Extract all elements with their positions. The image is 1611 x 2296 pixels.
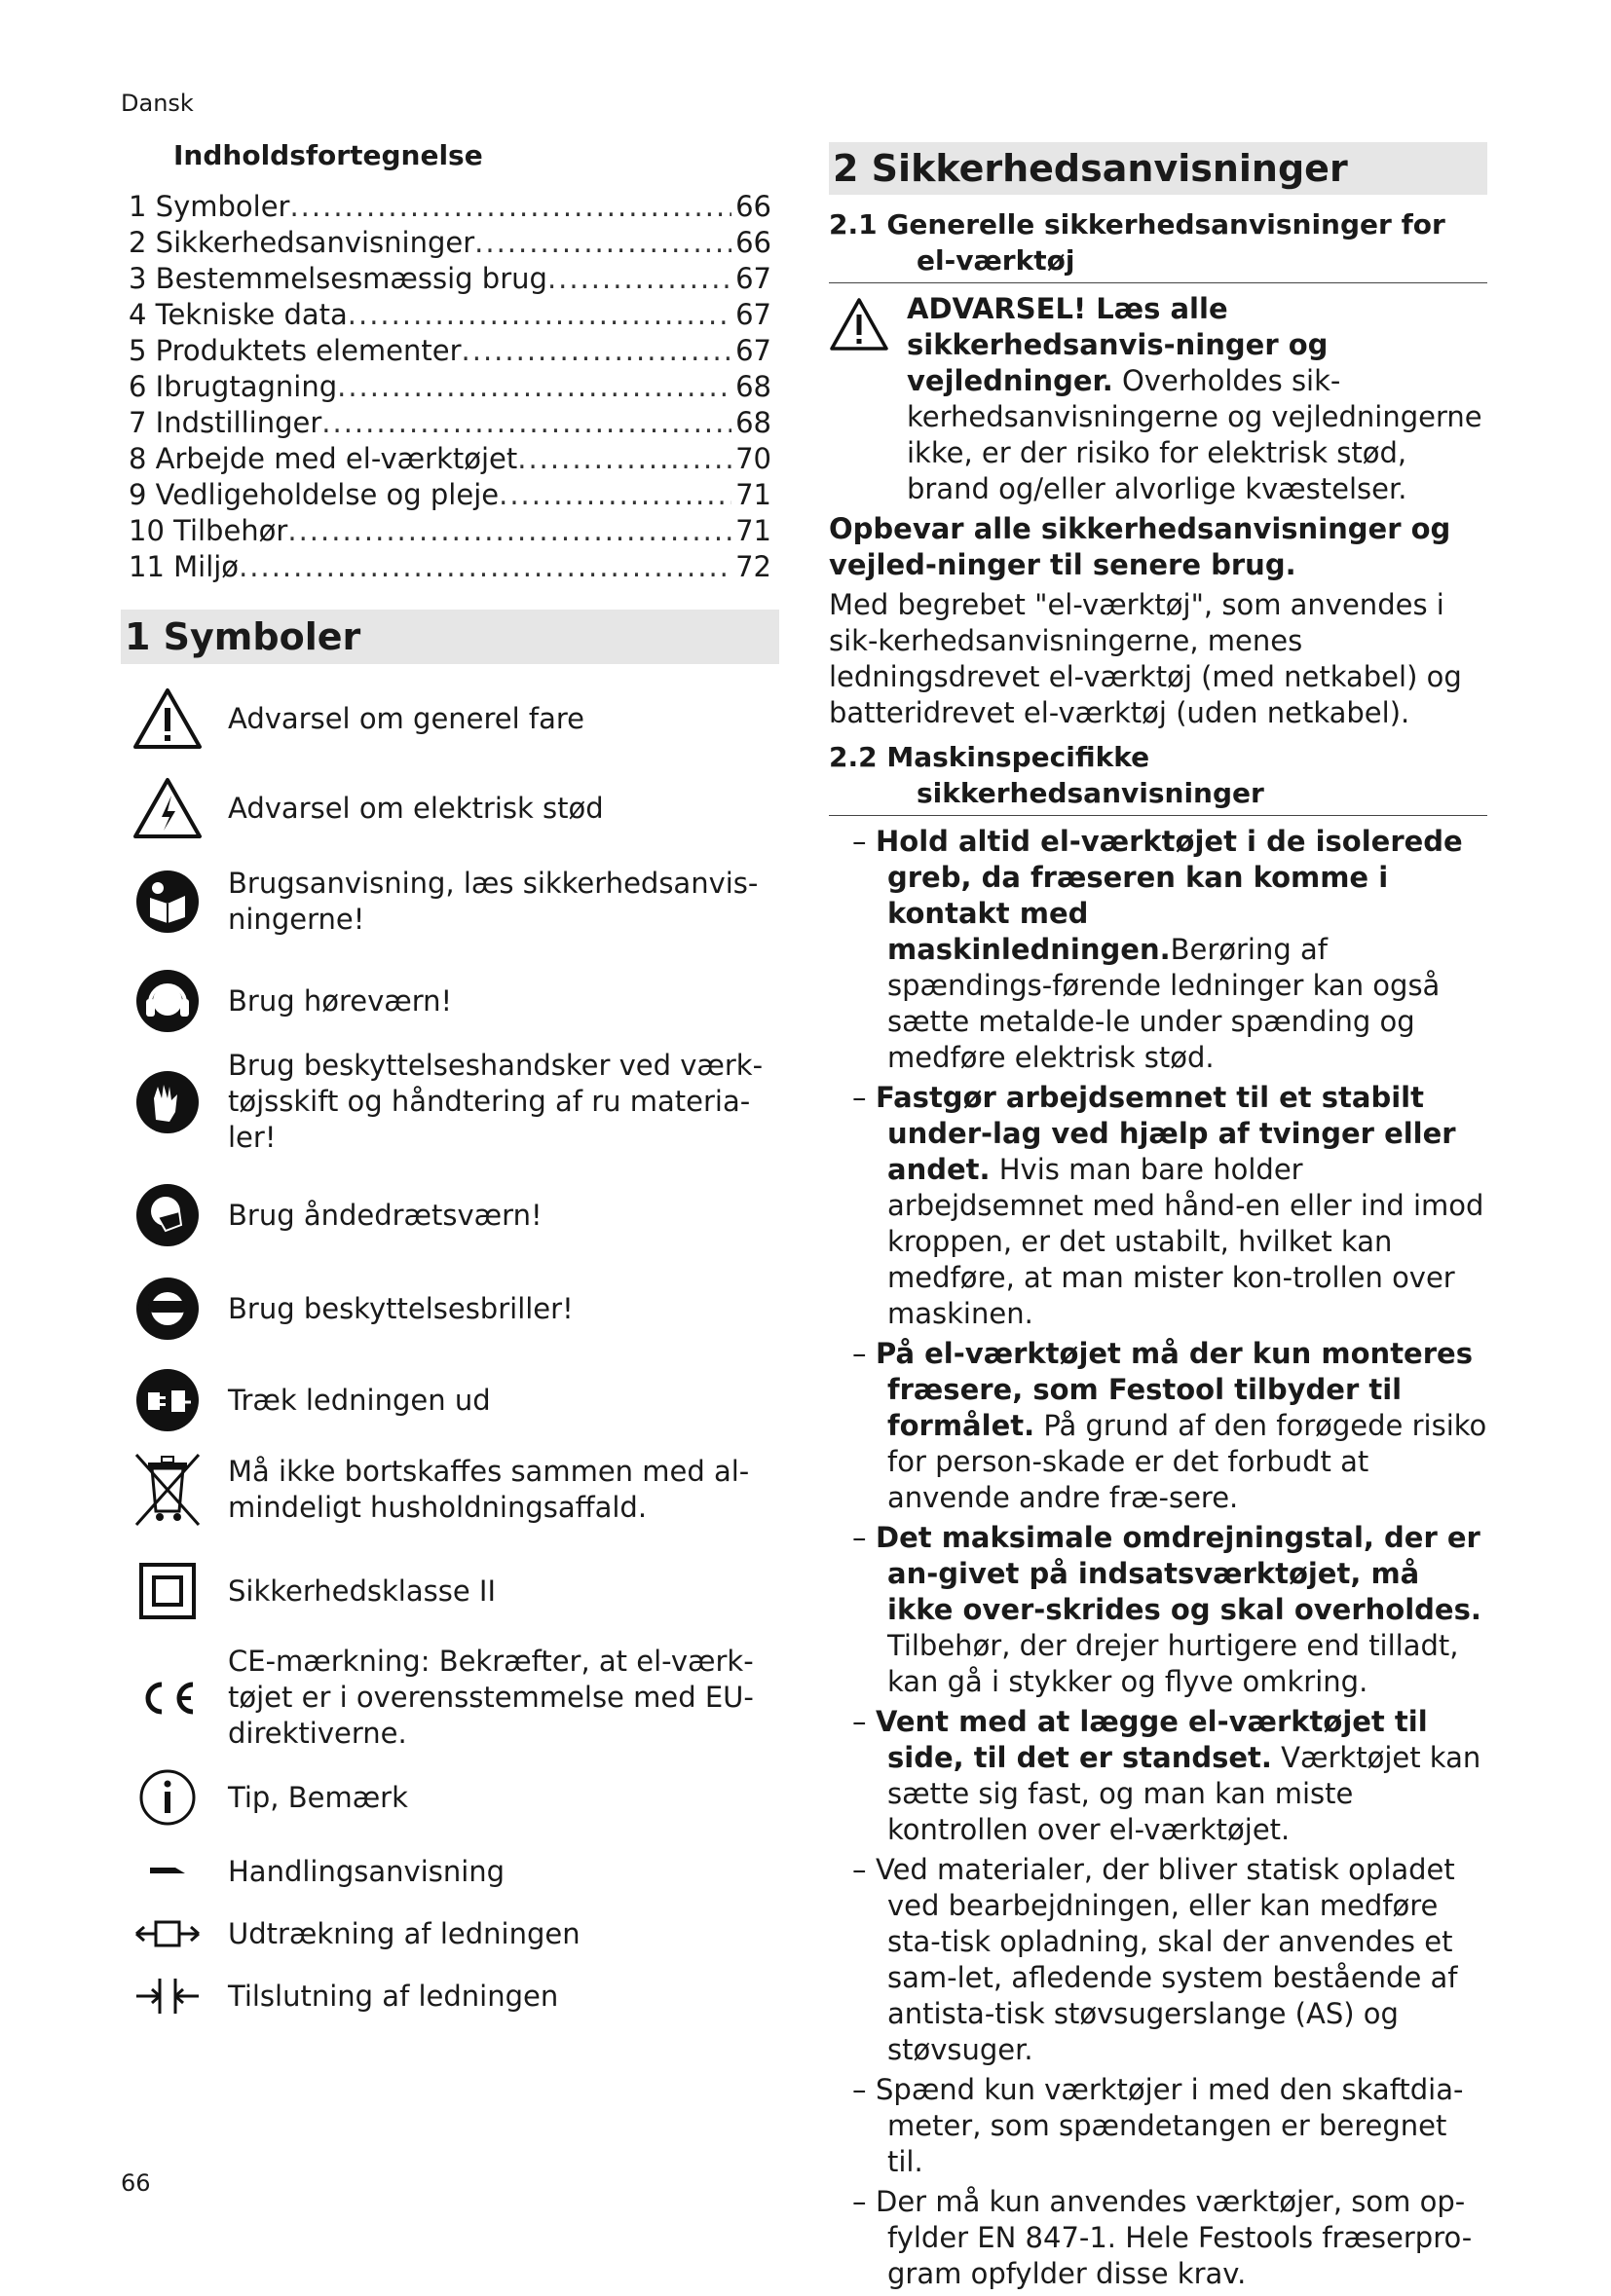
toc-item[interactable]: 2 Sikkerhedsanvisninger ..... 66	[129, 225, 771, 261]
class-ii-icon	[131, 1554, 205, 1628]
symbol-row	[131, 1048, 773, 1156]
symbol-row	[131, 1959, 773, 2033]
symbol-text: Tilslutning af ledningen	[228, 1979, 559, 2013]
toc-item[interactable]: 3 Bestemmelsesmæssig brug ..... 67	[129, 261, 771, 297]
symbol-row	[131, 682, 773, 756]
info-icon	[131, 1760, 205, 1834]
symbol-row	[131, 771, 773, 845]
toc-item[interactable]: 10 Tilbehør ..... 71	[129, 513, 771, 549]
symbol-text: Brug beskyttelseshandsker ved værk-tøjsskift og håndtering af ru materia-ler!	[228, 1049, 764, 1154]
toc-item[interactable]: 5 Produktets elementer ..... 67	[129, 333, 771, 369]
warning-text: Overholdes sik-kerhedsanvisningerne og vejledningerne ikke, er der risiko for elektrisk stød, brand og/eller alvorlige kvæstelser.	[907, 364, 1482, 505]
read-manual-icon	[131, 865, 205, 939]
ce-mark-icon	[131, 1661, 205, 1735]
symbol-row	[131, 1363, 773, 1437]
warning-general-icon	[131, 682, 205, 756]
toc-item[interactable]: 11 Miljø ..... 72	[129, 549, 771, 585]
toc-item[interactable]: 6 Ibrugtagning ..... 68	[129, 369, 771, 405]
symbol-text: Må ikke bortskaffes sammen med al-mindeligt husholdningsaffald.	[228, 1455, 750, 1524]
symbol-text: Advarsel om generel fare	[228, 701, 585, 735]
symbol-row	[131, 1554, 773, 1628]
toc-title: Indholdsfortegnelse	[173, 139, 483, 171]
symbol-text: Tip, Bemærk	[228, 1780, 408, 1814]
unplug-icon	[131, 1363, 205, 1437]
ear-protection-icon	[131, 964, 205, 1038]
symbol-text: Brug åndedrætsværn!	[228, 1198, 543, 1232]
list-item: – Hold altid el-værktøjet i de isolerede greb, da fræseren kan komme i kontakt med maskinledningen.Berøring af spændings-førende ledninger kan også sætte metalde-le under spænding og medføre elektrisk stød.	[852, 825, 1463, 1074]
symbol-text: Sikkerhedsklasse II	[228, 1574, 497, 1608]
respirator-icon	[131, 1178, 205, 1252]
symbol-row	[131, 1644, 773, 1752]
symbol-text: CE-mærkning: Bekræfter, at el-værk-tøjet er i overensstemmelse med EU-direktiverne.	[228, 1645, 754, 1750]
waste-bin-crossed-icon	[131, 1453, 205, 1527]
list-item: – Fastgør arbejdsemnet til et stabilt under-lag ved hjælp af tvinger eller andet. Hvis man bare holder arbejdsemnet med hånd-en eller ind imod kroppen, er det ustabilt, hvilket kan medføre, at man mister kon-trollen over maskinen.	[852, 1081, 1484, 1330]
warning-triangle-icon	[829, 297, 889, 360]
symbol-row	[131, 964, 773, 1038]
safety-section	[829, 142, 1487, 2296]
section-title-safety: 2 Sikkerhedsanvisninger	[829, 142, 1487, 195]
symbol-text: Brug høreværn!	[228, 983, 453, 1018]
symbol-text: Udtrækning af ledningen	[228, 1916, 581, 1950]
symbol-text: Handlingsanvisning	[228, 1854, 506, 1888]
gloves-icon	[131, 1065, 205, 1139]
cable-connect-icon	[131, 1959, 205, 2033]
subsection-title: 2.2 Maskinspecifikke sikkerhedsanvisninger	[829, 739, 1487, 816]
keep-instructions-text: Opbevar alle sikkerhedsanvisninger og vejled-ninger til senere brug.	[829, 512, 1451, 581]
warning-bold-text: ADVARSEL! Læs alle sikkerhedsanvis-ninger og vejledninger.	[907, 292, 1329, 397]
page-number: 66	[121, 2169, 151, 2197]
list-item: – Spænd kun værktøjer i med den skaftdia-meter, som spændetangen er beregnet til.	[852, 2073, 1464, 2178]
table-of-contents	[129, 189, 771, 585]
toc-item[interactable]: 7 Indstillinger ..... 68	[129, 405, 771, 441]
symbol-text: Brug beskyttelsesbriller!	[228, 1291, 574, 1325]
language-label: Dansk	[121, 90, 194, 117]
list-item: – Der må kun anvendes værktøjer, som op-fylder EN 847-1. Hele Festools fræserpro-gram opfylder disse krav.	[852, 2185, 1473, 2290]
section-title-symbols: 1 Symboler	[121, 610, 779, 664]
list-item: – På el-værktøjet må der kun monteres fræsere, som Festool tilbyder til formålet. På grund af den forøgede risiko for person-skade er det forbudt at anvende andre fræ-sere.	[852, 1337, 1487, 1514]
symbol-text: Træk ledningen ud	[228, 1383, 491, 1417]
toc-item[interactable]: 4 Tekniske data ..... 67	[129, 297, 771, 333]
subsection-title: 2.1 Generelle sikkerhedsanvisninger for el-værktøj	[829, 206, 1487, 283]
symbol-text: Brugsanvisning, læs sikkerhedsanvis-ningerne!	[228, 867, 759, 936]
toc-item[interactable]: 9 Vedligeholdelse og pleje ..... 71	[129, 477, 771, 513]
term-definition-text: Med begrebet "el-værktøj", som anvendes i sik-kerhedsanvisningerne, menes ledningsdrevet el-værktøj (med netkabel) og batteridrevet el-værktøj (uden netkabel).	[829, 588, 1462, 729]
toc-item[interactable]: 1 Symboler ..... 66	[129, 189, 771, 225]
symbol-text: Advarsel om elektrisk stød	[228, 791, 604, 825]
warning-electric-icon	[131, 771, 205, 845]
toc-item[interactable]: 8 Arbejde med el-værktøjet ..... 70	[129, 441, 771, 477]
list-item: – Vent med at lægge el-værktøjet til side, til det er standset. Værktøjet kan sætte sig fast, og man kan miste kontrollen over el-værktøjet.	[852, 1705, 1481, 1846]
list-item: – Ved materialer, der bliver statisk opladet ved bearbejdningen, eller kan medføre sta-tisk opladning, skal der anvendes et sam-let, afledende system bestående af antista-tisk støvsugerslange (AS) og støvsuger.	[852, 1853, 1458, 2066]
symbol-row	[131, 1272, 773, 1346]
symbol-row	[131, 1178, 773, 1252]
safety-goggles-icon	[131, 1272, 205, 1346]
symbol-row	[131, 1453, 773, 1527]
warning-block	[829, 291, 1487, 507]
symbol-row	[131, 1760, 773, 1834]
list-item: – Det maksimale omdrejningstal, der er an-givet på indsatsværktøjet, må ikke over-skrides og skal overholdes. Tilbehør, der drejer hurtigere end tilladt, kan gå i stykker og flyve omkring.	[852, 1521, 1481, 1698]
symbol-row	[131, 865, 773, 939]
